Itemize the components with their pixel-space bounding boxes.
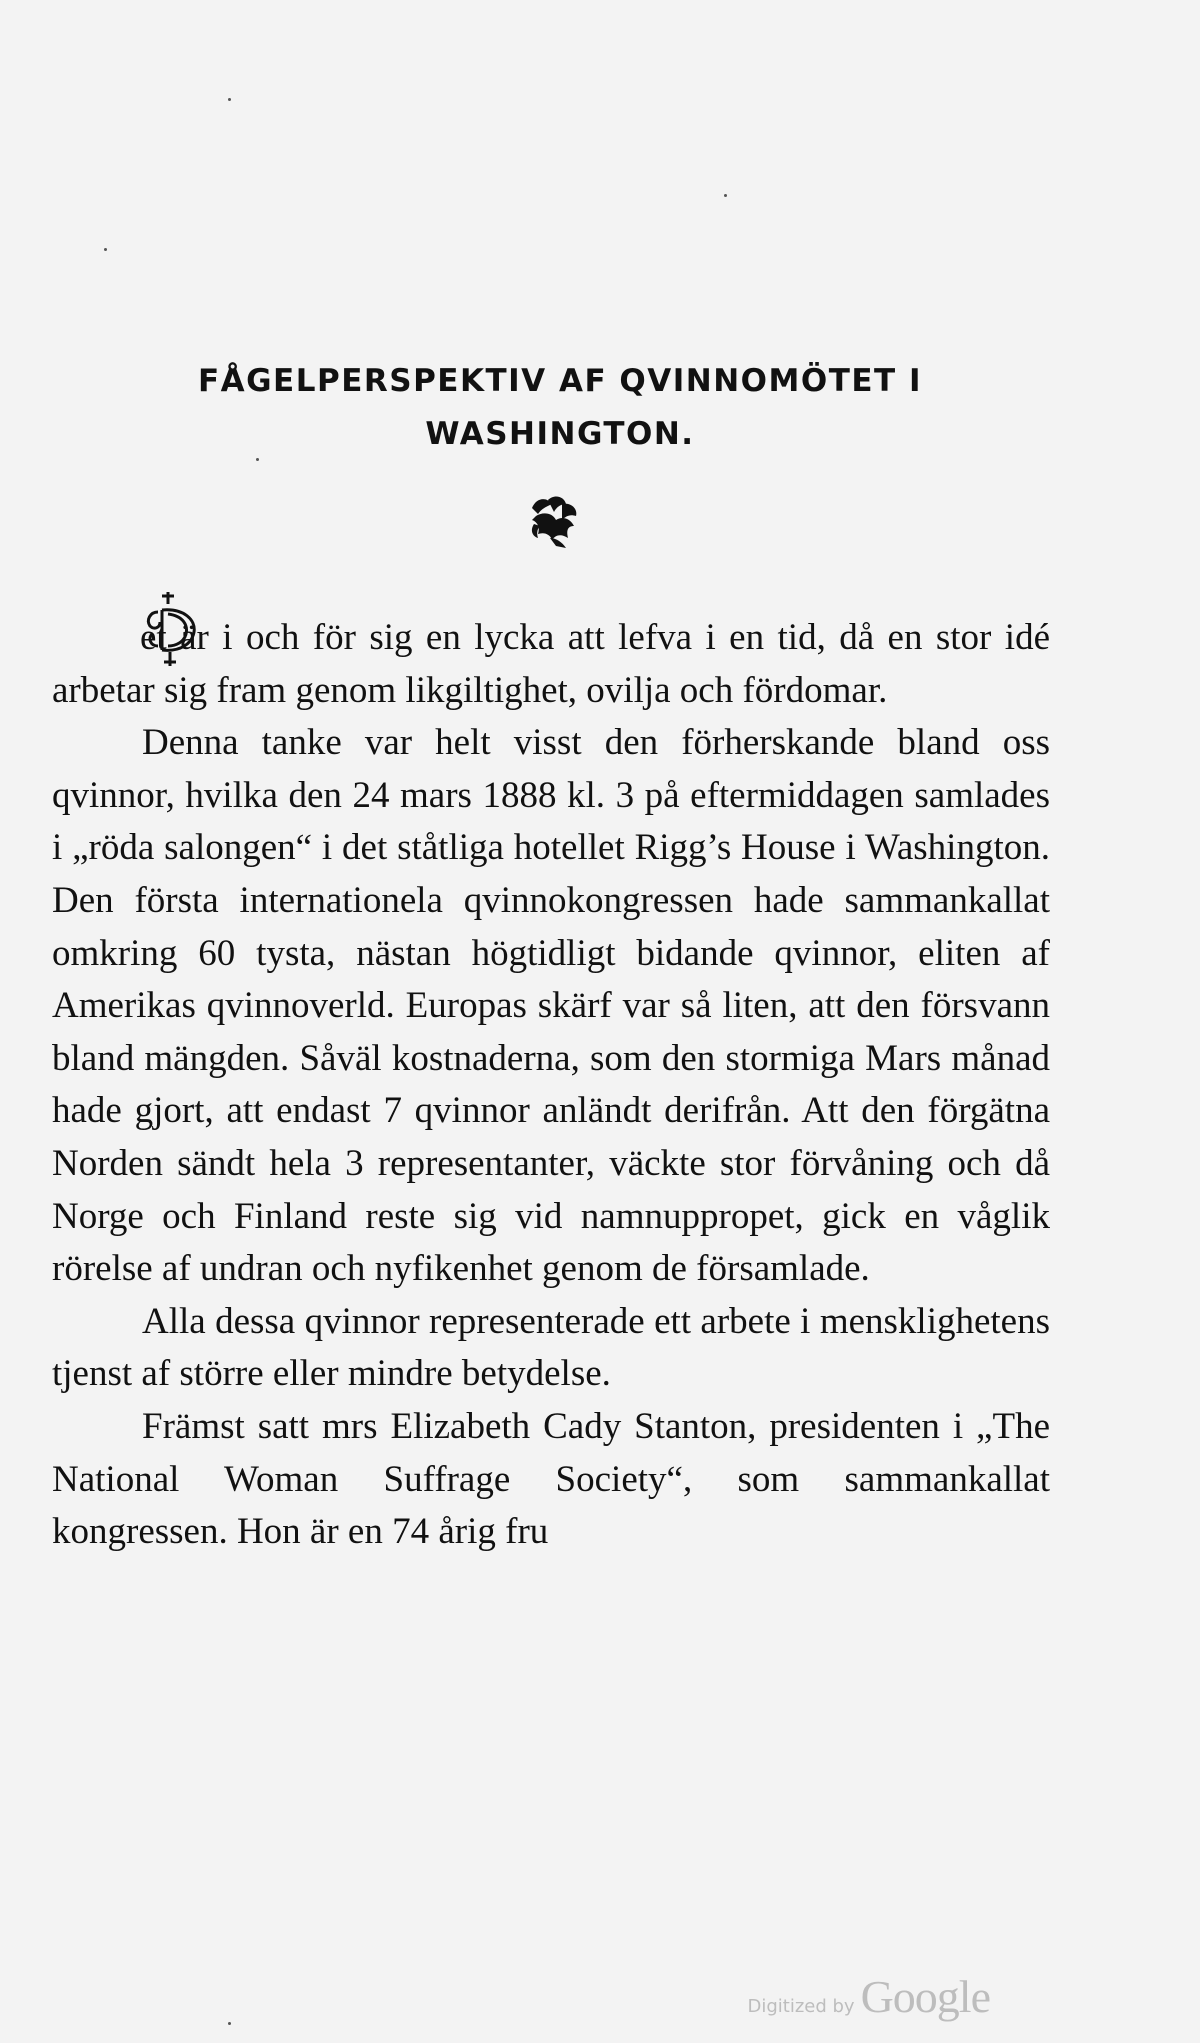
print-speck bbox=[228, 2022, 231, 2025]
digitized-by-label: Digitized by bbox=[747, 1996, 855, 2017]
paragraph-3: Alla dessa qvinnor representerade ett arbete i mensklighetens tjenst af större eller mindre betydelse. bbox=[52, 1300, 1050, 1395]
digitized-by-watermark bbox=[747, 1970, 990, 2023]
print-speck bbox=[228, 98, 231, 101]
body-text bbox=[52, 612, 1050, 1559]
paragraph-2: Denna tanke var helt visst den förherskande bland oss qvinnor, hvilka den 24 mars 1888 kl. 3 på eftermiddagen samlades i „röda salongen“ i det ståtliga hotellet Rigg’s House i Washington. Den första internationela qvinnokongressen hade sammankallat omkring 60 tysta, nästan högtidligt bidande qvinnor, eliten af Amerikas qvinnoverld. Europas skärf var så liten, att den försvann bland mängden. Såväl kostnaderna, som den stormiga Mars månad hade gjort, att endast 7 qvinnor anländt derifrån. Att den förgätna Norden sändt hela 3 representanter, väckte stor förvåning och då Norge och Finland reste sig vid namnuppropet, gick en våglik rörelse af undran och nyfikenhet genom de församlade. bbox=[52, 722, 1050, 1290]
print-speck bbox=[724, 194, 727, 197]
floral-fleuron-icon bbox=[526, 494, 582, 548]
chapter-title-line-1: FÅGELPERSPEKTIV AF QVINNOMÖTET I bbox=[197, 363, 923, 399]
google-wordmark: Google bbox=[860, 1971, 990, 2022]
paragraph-1: et är i och för sig en lycka att lefva i en tid, då en stor idé arbetar sig fram genom likgiltighet, ovilja och fördomar. bbox=[52, 617, 1050, 711]
paragraph-4: Främst satt mrs Elizabeth Cady Stanton, presidenten i „The National Woman Suffrage Society“, som sammankallat kongressen. Hon är en 74 årig fru bbox=[52, 1405, 1050, 1553]
chapter-title-line-2: WASHINGTON. bbox=[425, 415, 695, 452]
chapter-title bbox=[150, 355, 970, 460]
print-speck bbox=[104, 248, 107, 251]
